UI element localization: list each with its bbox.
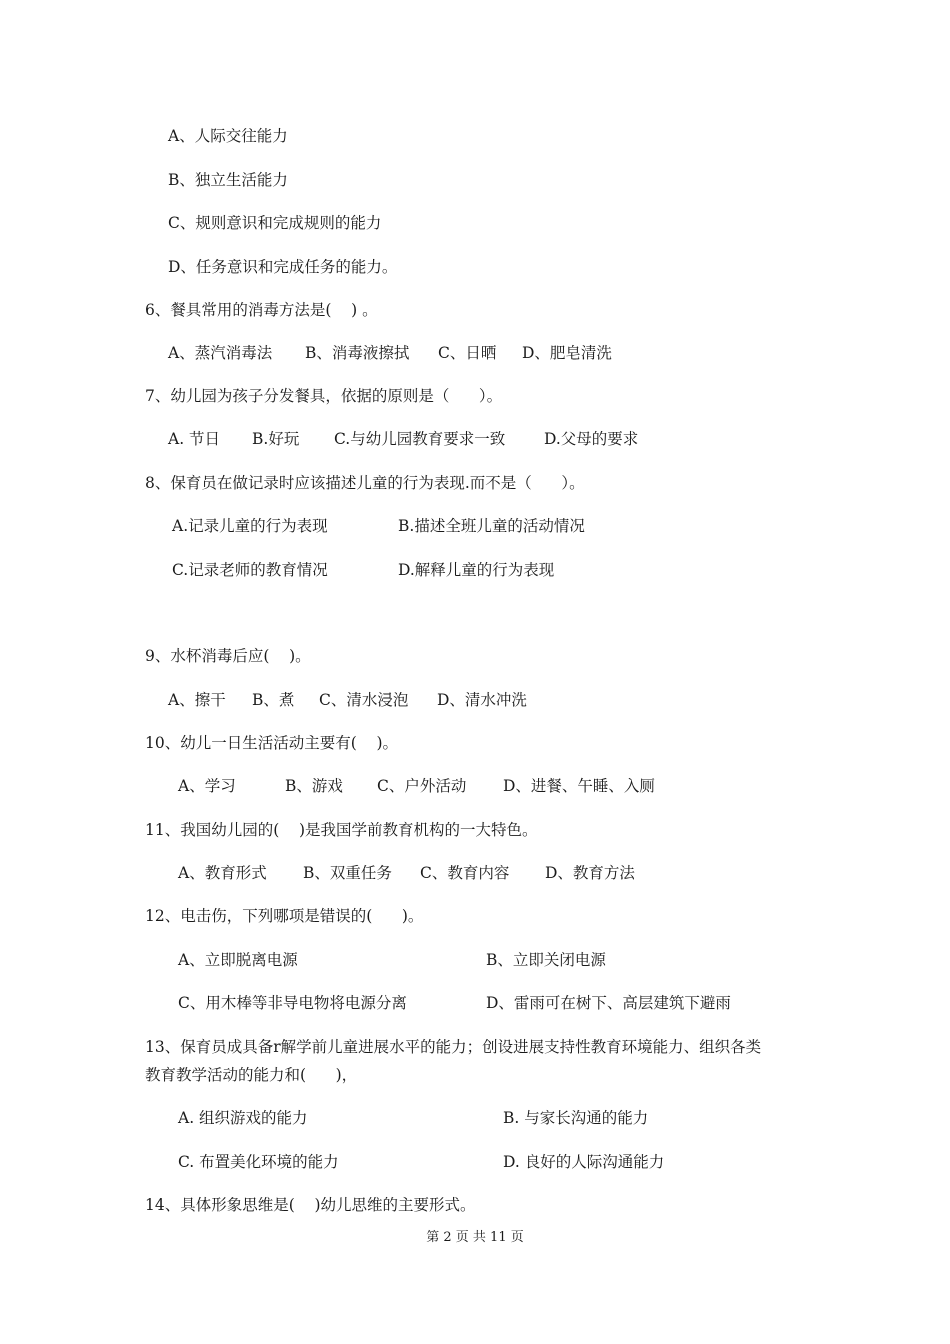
q10-option-c: C、户外活动 [377,777,467,795]
q12-option-c: C、用木棒等非导电物将电源分离 [178,994,407,1012]
q9-option-d: D、清水冲洗 [437,691,527,709]
question-14: 14、具体形象思维是( )幼儿思维的主要形式。 [145,1196,476,1214]
question-6: 6、餐具常用的消毒方法是( ) 。 [145,301,378,319]
q9-option-b: B、煮 [252,691,295,709]
q9-option-c: C、清水浸泡 [319,691,409,709]
question-8: 8、保育员在做记录时应该描述儿童的行为表现.而不是（ ）。 [145,474,585,492]
q6-option-c: C、日晒 [438,344,497,362]
q5-option-c: C、规则意识和完成规则的能力 [168,214,382,232]
q13-option-c: C. 布置美化环境的能力 [178,1153,339,1171]
question-12: 12、电击伤，下列哪项是错误的( )。 [145,907,424,925]
question-13-line-1: 13、保育员成具备r解学前儿童进展水平的能力；创设进展支持性教育环境能力、组织各类 [145,1038,762,1056]
question-13-line-2: 教育教学活动的能力和( )， [145,1066,358,1084]
question-7: 7、幼儿园为孩子分发餐具，依据的原则是（ ）。 [145,387,503,405]
q13-option-d: D. 良好的人际沟通能力 [503,1153,665,1171]
q10-option-a: A、学习 [178,777,236,795]
q7-option-c: C.与幼儿园教育要求一致 [334,430,506,448]
q11-option-b: B、双重任务 [303,864,392,882]
q10-option-d: D、进餐、午睡、入厕 [503,777,655,795]
q12-option-b: B、立即关闭电源 [486,951,606,969]
q7-option-d: D.父母的要求 [544,430,639,448]
q12-option-a: A、立即脱离电源 [178,951,298,969]
q5-option-d: D、任务意识和完成任务的能力。 [168,258,398,276]
page-number-footer: 第 2 页 共 11 页 [426,1230,524,1245]
q10-option-b: B、游戏 [285,777,343,795]
q6-option-a: A、蒸汽消毒法 [168,344,273,362]
question-10: 10、幼儿一日生活活动主要有( )。 [145,734,399,752]
q7-option-a: A. 节日 [168,430,221,448]
q8-option-a: A.记录儿童的行为表现 [172,517,328,535]
q13-option-a: A. 组织游戏的能力 [178,1109,308,1127]
q13-option-b: B. 与家长沟通的能力 [503,1109,649,1127]
q6-option-b: B、消毒液擦拭 [305,344,410,362]
q8-option-b: B.描述全班儿童的活动情况 [398,517,585,535]
q7-option-b: B.好玩 [252,430,300,448]
q11-option-c: C、教育内容 [420,864,510,882]
q12-option-d: D、雷雨可在树下、高层建筑下避雨 [486,994,731,1012]
q5-option-b: B、独立生活能力 [168,171,288,189]
q5-option-a: A、人际交往能力 [168,127,288,145]
q8-option-c: C.记录老师的教育情况 [172,561,328,579]
question-11: 11、我国幼儿园的( )是我国学前教育机构的一大特色。 [145,821,538,839]
q8-option-d: D.解释儿童的行为表现 [398,561,555,579]
q6-option-d: D、肥皂清洗 [522,344,612,362]
q9-option-a: A、擦干 [168,691,226,709]
q11-option-d: D、教育方法 [545,864,635,882]
question-9: 9、水杯消毒后应( )。 [145,647,311,665]
q11-option-a: A、教育形式 [178,864,267,882]
